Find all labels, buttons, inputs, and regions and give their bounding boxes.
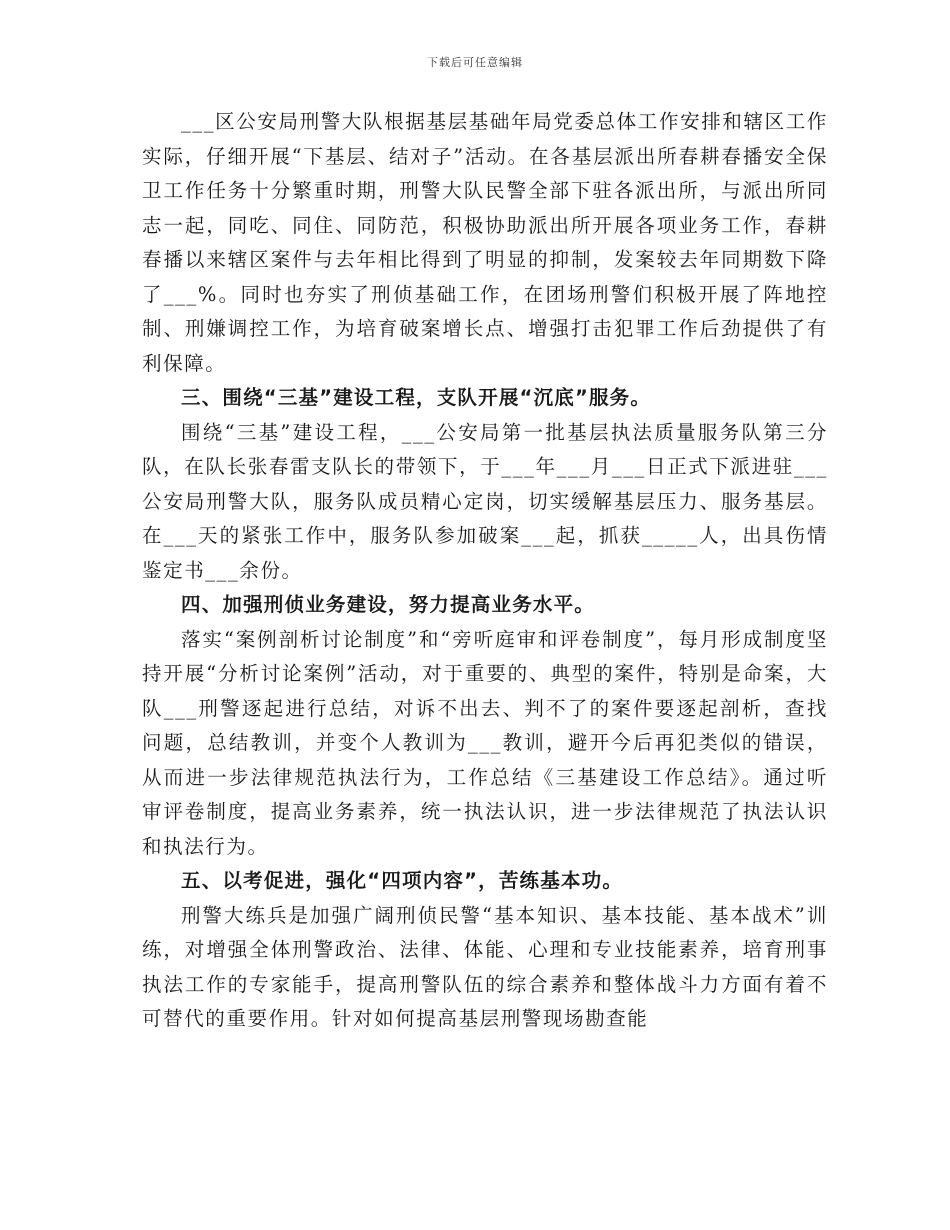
section-heading-5: 五、以考促进，强化“四项内容”，苦练基本功。: [181, 869, 624, 892]
page-header-note: 下载后可任意编辑: [427, 56, 523, 69]
section-heading-3: 三、围绕“三基”建设工程，支队开展“沉底”服务。: [181, 386, 652, 409]
paragraph-case-analysis: 落实“案例剖析讨论制度”和“旁听庭审和评卷制度”，每月形成制度坚持开展“分析讨论案例”活动，对于重要的、典型的案件，特别是命案，大队___刑警逐起进行总结，对诉不出去、判不了的案件要逐起剖析，查找问题，总结教训，并变个人教训为___教训，避开今后再犯类似的错误，从而进一步法律规范执法行为，工作总结《三基建设工作总结》。通过听审评卷制度，提高业务素养，统一执法认识，进一步法律规范了执法认识和执法行为。: [142, 627, 828, 858]
paragraph-grassroots-pairing: ___区公安局刑警大队根据基层基础年局党委总体工作安排和辖区工作实际，仔细开展“下基层、结对子”活动。在各基层派出所春耕春播安全保卫工作任务十分繁重时期，刑警大队民警全部下驻各派出所，与派出所同志一起，同吃、同住、同防范，积极协助派出所开展各项业务工作，春耕春播以来辖区案件与去年相比得到了明显的抑制，发案较去年同期数下降了___%。同时也夯实了刑侦基础工作，在团场刑警们积极开展了阵地控制、刑嫌调控工作，为培育破案增长点、增强打击犯罪工作后劲提供了有利保障。: [142, 110, 828, 375]
document-body: [142, 105, 828, 1037]
paragraph-service-team: 围绕“三基”建设工程，___公安局第一批基层执法质量服务队第三分队，在队长张春雷支队长的带领下，于___年___月___日正式下派进驻___公安局刑警大队，服务队成员精心定岗，切实缓解基层压力、服务基层。在___天的紧张工作中，服务队参加破案___起，抓获_____人，出具伤情鉴定书___余份。: [142, 420, 828, 582]
paragraph-training: 刑警大练兵是加强广阔刑侦民警“基本知识、基本技能、基本战术”训练，对增强全体刑警政治、法律、体能、心理和专业技能素养，培育刑事执法工作的专家能手，提高刑警队伍的综合素养和整体战斗力方面有着不可替代的重要作用。针对如何提高基层刑警现场勘查能: [142, 903, 828, 1030]
section-heading-4: 四、加强刑侦业务建设，努力提高业务水平。: [181, 593, 596, 616]
